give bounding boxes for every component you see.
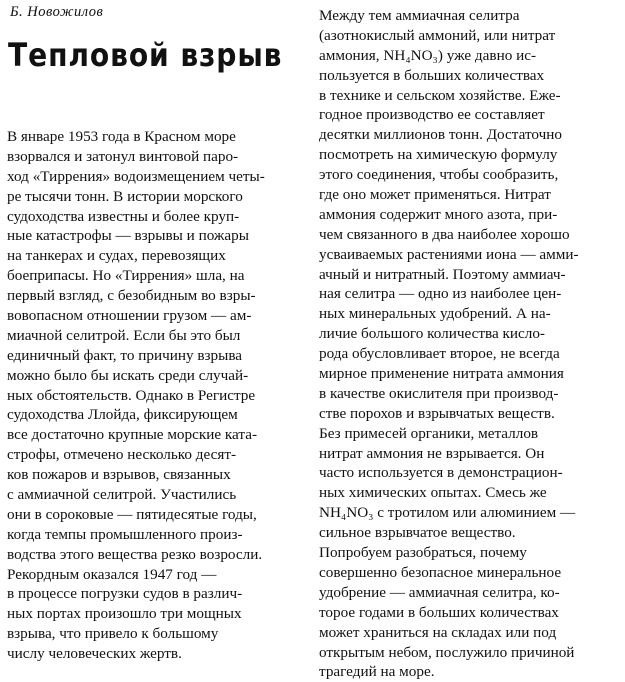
text-line: трагедий на море. [319,663,435,681]
text-line: строфы, отмечено несколько десят- [7,446,237,464]
text-line: с аммиачной селитрой. Участились [7,486,237,504]
text-line: когда темпы промышленного произ- [7,525,243,543]
text-line: часто используется в демонстрацион- [319,464,563,482]
text-line: Между тем аммиачная селитра [319,7,520,24]
text-line: взорвался и затонул винтовой паро- [7,147,239,165]
text-line: рода обусловливает второе, не всегда [319,345,560,363]
text-line: пользуется в больших количествах [319,66,545,84]
text-line: ных химических опытах. Смесь же [319,484,547,502]
text-line: числу человеческих жертв. [7,645,182,663]
text-line: усваиваемых растениями иона — амми- [319,245,579,263]
text-line: водства этого вещества резко возросли. [7,545,263,563]
text-line: ных портах произошло три мощных [7,605,242,623]
text-line: можно было бы искать среди случай- [7,366,249,384]
text-line: ачный и нитратный. Поэтому аммиач- [319,265,566,283]
author-name: Б. Новожилов [10,4,104,20]
text-line: ная селитра — одно из наиболее цен- [319,285,562,303]
text-line: этого соединения, чтобы сообразить, [319,166,559,184]
text-line: единичный факт, то причину взрыва [7,346,243,364]
text-line: боеприпасы. Но «Тиррения» шла, на [7,267,245,285]
text-line: (азотнокислый аммоний, или нитрат [319,26,556,44]
text-line: где оно может применяться. Нитрат [319,186,551,204]
left-text-column [7,127,307,664]
text-line: судоходства известны и более круп- [7,207,240,225]
right-text-column [319,6,619,682]
text-line: Рекордным оказался 1947 год — [7,565,217,583]
text-line: ных обстоятельств. Однако в Регистре [7,386,256,404]
text-line: миачной селитрой. Если бы это был [7,326,241,344]
text-line: взрыва, что привело к большому [7,625,219,643]
text-line: вовопасном отношении грузом — ам- [7,307,252,325]
text-line: в технике и сельском хозяйстве. Еже- [319,86,561,104]
text-line: аммония содержит много азота, при- [319,205,558,223]
text-line: в процессе погрузки судов в различ- [7,585,243,603]
text-line: чем связанного в два наиболее хорошо [319,225,570,243]
text-line: ре тысячи тонн. В истории морского [7,187,243,205]
text-line: первый взгляд, с безобидным во взры- [7,287,256,305]
text-line: торое годами в больших количествах [319,603,559,621]
text-line: они в сороковые — пятидесятые годы, [7,505,257,523]
text-line: открытым небом, послужило причиной [319,643,575,661]
text-line: В январе 1953 года в Красном море [7,128,236,145]
text-line: ные катастрофы — взрывы и пожары [7,227,249,245]
text-line: десятки миллионов тонн. Достаточно [319,126,562,144]
text-line: аммония, NH₄NO₃) уже давно ис- [319,46,537,64]
text-line: судоходства Ллойда, фиксирующем [7,406,238,424]
text-line: все достаточно крупные морские ката- [7,426,258,444]
text-line: сильное взрывчатое вещество. [319,524,516,542]
text-line: нитрат аммония не взрывается. Он [319,444,545,462]
text-line: на танкерах и судах, перевозящих [7,247,226,265]
text-line: годное производство ее составляет [319,106,545,124]
text-line: Без примесей органики, металлов [319,424,539,442]
text-line: посмотреть на химическую формулу [319,146,558,164]
text-line: личие большого количества кисло- [319,325,545,343]
text-line: NH₄NO₃ с тротилом или алюминием — [319,504,576,522]
text-line: совершенно безопасное минеральное [319,563,562,581]
text-line: в качестве окислителя при производ- [319,384,559,402]
text-line: ных минеральных удобрений. А на- [319,305,551,323]
article-title: Тепловой взрыв [8,36,283,74]
text-line: может храниться на складах или под [319,623,557,641]
text-line: удобрение — аммиачная селитра, ко- [319,583,560,601]
text-line: стве порохов и взрывчатых веществ. [319,404,555,422]
text-line: Попробуем разобраться, почему [319,544,527,562]
text-line: мирное применение нитрата аммония [319,365,564,383]
text-line: ход «Тиррения» водоизмещением четы- [7,167,265,185]
text-line: ков пожаров и взрывов, связанных [7,466,231,484]
